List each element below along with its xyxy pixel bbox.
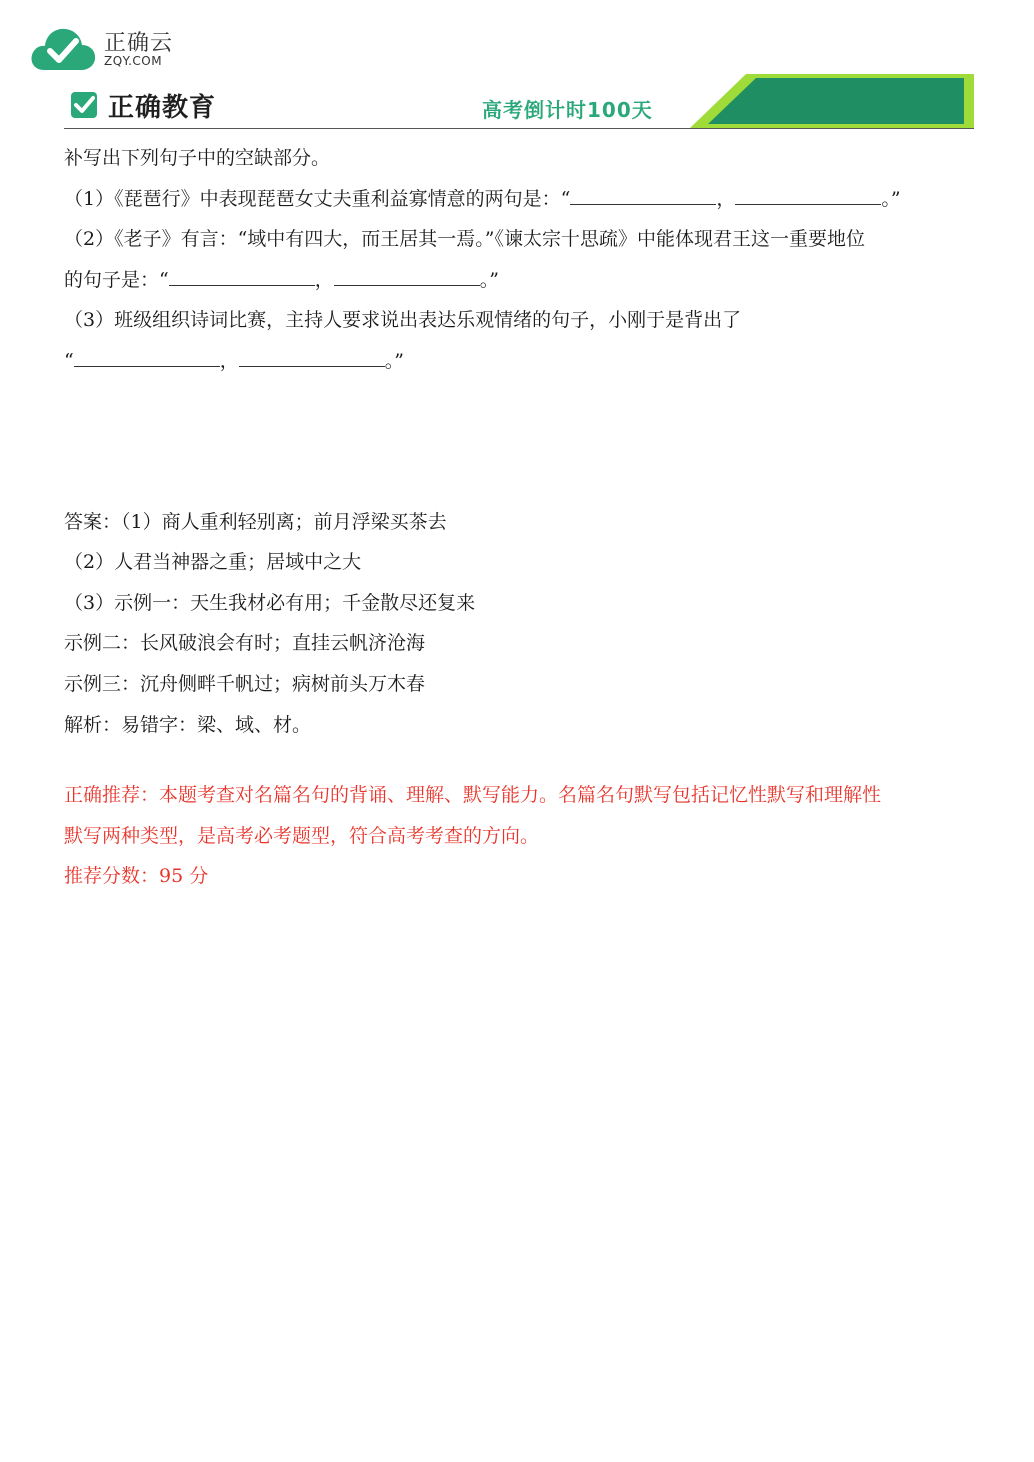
separator: ， — [314, 268, 334, 291]
analysis-line: 解析：易错字：梁、域、材。 — [64, 713, 312, 736]
answer-blank[interactable] — [239, 350, 385, 367]
question-3-line-2 — [64, 341, 964, 382]
answer-blank[interactable] — [169, 269, 315, 286]
recommend-score: 推荐分数：95 分 — [64, 865, 209, 888]
header-bar — [64, 74, 974, 130]
answer-line: 示例二：长风破浪会有时；直挂云帆济沧海 — [64, 632, 426, 655]
answer-line: 答案：（1）商人重利轻别离；前月浮梁买茶去 — [64, 510, 447, 533]
answer-line: （3）示例一：天生我材必有用；千金散尽还复来 — [64, 591, 476, 614]
answer-blank[interactable] — [74, 350, 220, 367]
countdown-label: 高考倒计时100天 — [482, 98, 653, 122]
brand-domain: ZQY.COM — [104, 54, 163, 68]
answer-line: （2）人君当神器之重；居域中之大 — [64, 551, 362, 574]
answer-line: 示例三：沉舟侧畔千帆过；病树前头万木春 — [64, 672, 426, 695]
header-brand — [70, 88, 216, 122]
closing: 。” — [384, 349, 404, 372]
closing: 。” — [881, 187, 901, 210]
question-content — [64, 138, 964, 897]
header-title: 正确教育 — [108, 92, 217, 123]
recommend-line-2: 默写两种类型，是高考必考题型，符合高考考查的方向。 — [64, 824, 540, 847]
separator: ， — [219, 349, 239, 372]
checkbox-icon — [70, 91, 98, 119]
header-divider — [64, 128, 974, 129]
zqy-logo — [28, 20, 178, 76]
question-2-line-2 — [64, 260, 964, 301]
closing: 。” — [479, 268, 499, 291]
daily-question-banner — [690, 74, 974, 128]
question-3-prompt: “ — [64, 349, 74, 372]
cloud-check-icon — [28, 22, 98, 74]
answer-blank[interactable] — [334, 269, 480, 286]
answer-blank[interactable] — [735, 188, 881, 205]
question-2-line-1: （2）《老子》有言：“域中有四大，而王居其一焉。”《谏太宗十思疏》中能体现君王这一重要地位 — [64, 228, 866, 251]
question-1 — [64, 179, 964, 220]
question-3-line-1: （3）班级组织诗词比赛，主持人要求说出表达乐观情绪的句子，小刚于是背出了 — [64, 309, 742, 332]
question-intro: 补写出下列句子中的空缺部分。 — [64, 147, 331, 169]
question-1-prompt: （1）《琵琶行》中表现琵琶女丈夫重利益寡情意的两句是：“ — [64, 187, 571, 210]
brand-name: 正确云 — [104, 31, 174, 56]
separator: ， — [716, 187, 736, 210]
banner-label: 每日一题 — [775, 19, 899, 50]
recommend-line-1: 正确推荐：本题考查对名篇名句的背诵、理解、默写能力。名篇名句默写包括记忆性默写和理解性 — [64, 784, 882, 807]
question-2-prompt: 的句子是：“ — [64, 268, 169, 291]
answer-blank[interactable] — [570, 188, 716, 205]
